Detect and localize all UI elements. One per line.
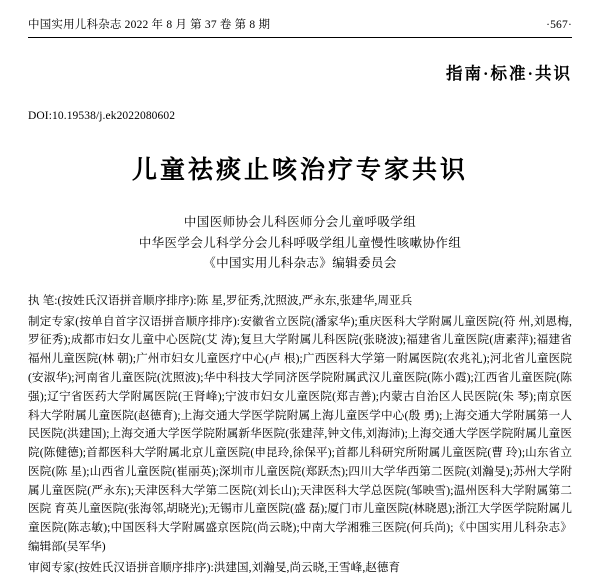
page-title: 儿童祛痰止咳治疗专家共识 bbox=[131, 157, 468, 184]
experts-paragraph: 制定专家(按单自首字汉语拼音顺序排序):安徽省立医院(潘家华);重庆医科大学附属儿童医院(符 州,刘恩梅,罗征秀);成都市妇女儿童中心医院(艾 涛);复旦大学附属儿科医院(张晓波);福建省儿童医院(唐素萍);福建省福州儿童医院(林 朝);广州市妇女儿童医疗中心(卢 根);广西医科大学第一附属医院(农兆礼);河北省儿童医院(安淑华);河南省儿童医院(沈照波);华中科技大学同济医学院附属武汉儿童医院(陈小霞);江西省儿童医院(陈 强);辽宁省医药大学附属医院(王肾峰);宁波市妇女儿童医院(郑吉善);内蒙古自治区人民医院(朱 琴);南京医科大学附属儿童医院(赵德育);上海交通大学医学院附属上海儿童医学中心(殷 勇);上海交通大学附属第一人民医院(洪建国);上海交通大学医学院附属新华医院(张建萍,钟文伟,刘海沛);上海交通大学医学院附属儿童医院(陈健德);首都医科大学附属北京儿童医院(申昆玲,徐保平);首都儿科研究所附属儿童医院(曹 玲);山东省立医院(陈 星);山西省儿童医院(崔丽英);深圳市儿童医院(郑跃杰);四川大学华西第二医院(刘瀚旻);苏州大学附属儿童医院(严永东);天津医科大学第二医院(刘长山);天津医科大学总医院(邹映雪);温州医科大学附属第二医院 育英儿童医院(张海邻,胡晓光);无锡市儿童医院(盛 磊);厦门市儿童医院(林晓恩);浙江大学医学院附属儿童医院(陈志敏);中国医科大学附属盛京医院(尚云晓);中南大学湘雅三医院(何兵尚);《中国实用儿科杂志》编辑部(吴军华) bbox=[28, 314, 572, 554]
page-number: ·567· bbox=[546, 19, 572, 31]
header-divider bbox=[28, 37, 572, 38]
section-tag: 指南·标准·共识 bbox=[445, 64, 572, 83]
organization-item: 中华医学会儿科学分会儿科呼吸学组儿童慢性咳嗽协作组 bbox=[138, 235, 462, 250]
running-head bbox=[28, 0, 572, 32]
reviewers-paragraph: 审阅专家(按姓氏汉语拼音顺序排序):洪建国,刘瀚旻,尚云晓,王雪峰,赵德育 bbox=[28, 560, 401, 574]
organization-item: 《中国实用儿科杂志》编辑委员会 bbox=[203, 256, 397, 271]
organizations bbox=[28, 212, 572, 274]
doi-line: DOI:10.19538/j.ek2022080602 bbox=[28, 110, 176, 122]
body-text bbox=[28, 292, 572, 578]
organization-item: 中国医师协会儿科医师分会儿童呼吸学组 bbox=[183, 215, 417, 229]
writers-paragraph: 执 笔:(按姓氏汉语拼音顺序排序):陈 星,罗征秀,沈照波,严永东,张建华,周亚兵 bbox=[28, 293, 413, 307]
running-head-journal: 中国实用儿科杂志 2022 年 8 月 第 37 卷 第 8 期 bbox=[28, 19, 271, 31]
